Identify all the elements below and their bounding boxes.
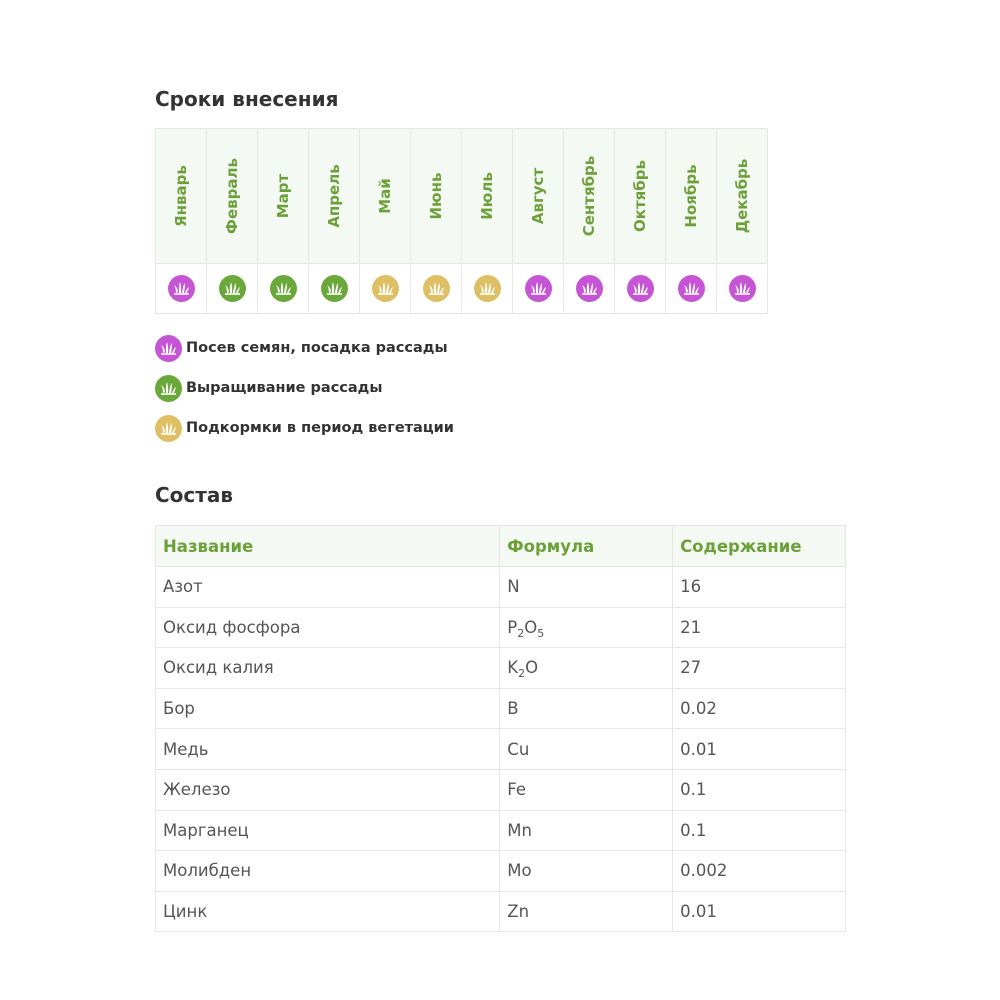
month-label: Март [274,173,292,219]
marker-sowing [168,275,195,302]
table-row [156,729,846,770]
marker-sowing [627,275,654,302]
legend-item-sowing [155,334,454,362]
month-cell [513,129,564,264]
formula-subscript: 2 [518,667,526,681]
cell-formula [500,688,673,729]
legend-item-seedling [155,374,454,402]
header-formula: Формула [500,526,673,567]
legend-label: Посев семян, посадка рассады [186,340,448,356]
marker-sowing [525,275,552,302]
marker-cell [513,264,564,314]
cell-content: 0.1 [673,810,846,851]
marker-feeding [155,415,182,442]
formula-symbol: N [507,577,520,597]
sprout-icon [224,281,241,295]
sprout-icon [160,341,177,355]
marker-cell [462,264,513,314]
table-row [156,851,846,892]
cell-formula [500,607,673,648]
application-calendar [155,128,768,314]
cell-content: 27 [673,648,846,689]
composition-table [155,525,846,932]
marker-sowing [729,275,756,302]
sprout-icon [581,281,598,295]
sprout-icon [173,281,190,295]
sprout-icon [377,281,394,295]
sprout-icon [275,281,292,295]
marker-seedling [270,275,297,302]
marker-cell [411,264,462,314]
table-row [156,567,846,608]
cell-content: 0.01 [673,891,846,932]
marker-sowing [576,275,603,302]
table-row [156,648,846,689]
cell-name: Бор [156,688,500,729]
marker-sowing [155,335,182,362]
formula-symbol: K [507,658,519,678]
cell-name: Марганец [156,810,500,851]
formula-symbol: Mo [507,861,532,881]
cell-formula [500,729,673,770]
cell-name: Медь [156,729,500,770]
marker-seedling [155,375,182,402]
table-row [156,810,846,851]
month-cell [666,129,717,264]
sprout-icon [479,281,496,295]
cell-formula [500,769,673,810]
marker-cell [717,264,768,314]
marker-seedling [219,275,246,302]
month-cell [156,129,207,264]
month-label: Сентябрь [580,155,598,237]
cell-content: 0.1 [673,769,846,810]
calendar-legend [155,334,454,454]
marker-cell [156,264,207,314]
sprout-icon [160,381,177,395]
table-row [156,688,846,729]
composition-header-row [156,526,846,567]
marker-cell [258,264,309,314]
header-content: Содержание [673,526,846,567]
formula-symbol: B [507,699,519,719]
month-label: Апрель [325,164,343,228]
formula-subscript: 2 [517,626,525,640]
formula-symbol: P [507,617,518,637]
legend-label: Подкормки в период вегетации [186,420,454,436]
month-label: Октябрь [631,160,649,232]
sprout-icon [683,281,700,295]
cell-name: Азот [156,567,500,608]
formula-symbol: Fe [507,780,527,800]
cell-formula [500,891,673,932]
month-cell [258,129,309,264]
cell-content: 16 [673,567,846,608]
month-cell [309,129,360,264]
month-cell [615,129,666,264]
cell-formula [500,567,673,608]
marker-cell [615,264,666,314]
formula-subscript: 5 [537,626,545,640]
cell-name: Железо [156,769,500,810]
month-label: Ноябрь [682,164,700,228]
marker-cell [666,264,717,314]
marker-row [156,264,768,314]
month-label: Июнь [427,172,445,220]
sprout-icon [530,281,547,295]
table-row [156,891,846,932]
cell-formula [500,810,673,851]
marker-cell [360,264,411,314]
sprout-icon [326,281,343,295]
formula-symbol: Mn [507,820,532,840]
marker-feeding [372,275,399,302]
month-row [156,129,768,264]
cell-formula [500,648,673,689]
month-label: Декабрь [733,158,751,234]
table-row [156,769,846,810]
marker-sowing [678,275,705,302]
month-cell [411,129,462,264]
month-label: Февраль [223,158,241,234]
month-cell [564,129,615,264]
marker-cell [564,264,615,314]
month-label: Май [376,178,394,214]
month-label: Август [529,167,547,225]
cell-content: 0.02 [673,688,846,729]
month-cell [207,129,258,264]
sprout-icon [160,421,177,435]
cell-formula [500,851,673,892]
marker-cell [309,264,360,314]
header-name: Название [156,526,500,567]
cell-name: Цинк [156,891,500,932]
formula-symbol: Zn [507,902,530,922]
sprout-icon [428,281,445,295]
cell-name: Оксид калия [156,648,500,689]
marker-feeding [474,275,501,302]
formula-symbol: O [525,658,539,678]
table-row [156,607,846,648]
marker-seedling [321,275,348,302]
marker-cell [207,264,258,314]
month-label: Июль [478,172,496,220]
sprout-icon [632,281,649,295]
cell-name: Молибден [156,851,500,892]
cell-content: 21 [673,607,846,648]
legend-item-feeding [155,414,454,442]
month-label: Январь [172,165,190,227]
sprout-icon [734,281,751,295]
cell-content: 0.01 [673,729,846,770]
schedule-title: Сроки внесения [155,87,339,111]
month-cell [360,129,411,264]
month-cell [462,129,513,264]
composition-title: Состав [155,483,234,507]
month-cell [717,129,768,264]
cell-name: Оксид фосфора [156,607,500,648]
marker-feeding [423,275,450,302]
formula-symbol: O [524,617,538,637]
formula-symbol: Cu [507,739,530,759]
legend-label: Выращивание рассады [186,380,383,396]
cell-content: 0.002 [673,851,846,892]
